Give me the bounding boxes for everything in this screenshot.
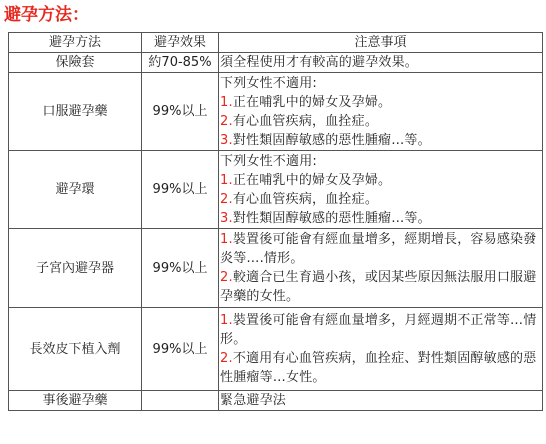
note-number: 1. — [220, 232, 233, 247]
note-line: 3.對性類固醇敏感的惡性腫瘤…等。 — [220, 132, 431, 148]
note-line: 3.對性類固醇敏感的惡性腫瘤…等。 — [220, 210, 431, 226]
note-line: 下列女性不適用: — [220, 75, 317, 91]
method-cell: 口服避孕藥 — [9, 73, 142, 151]
note-number: 2. — [220, 270, 233, 285]
table-row — [9, 229, 543, 308]
header-notes: 注意事項 — [219, 33, 543, 53]
header-method: 避孕方法 — [9, 33, 142, 53]
note-line: 1.裝置後可能會有經血量增多，月經週期不正常等…情形。 — [220, 313, 537, 347]
page-title: 避孕方法： — [4, 5, 89, 25]
effect-cell: 99%以上 — [142, 73, 219, 151]
effect-cell: 99%以上 — [142, 229, 219, 308]
table-header-row — [9, 33, 543, 53]
notes-cell — [219, 151, 543, 229]
method-cell: 保險套 — [9, 53, 142, 73]
note-number: 2. — [220, 113, 233, 129]
note-line: 緊急避孕法 — [220, 393, 287, 408]
effect-cell: 約70-85% — [142, 53, 219, 73]
note-line: 須全程使用才有較高的避孕效果。 — [220, 55, 419, 70]
header-effect: 避孕效果 — [142, 33, 219, 53]
note-number: 2. — [220, 191, 233, 207]
table-row — [9, 151, 543, 229]
notes-cell — [219, 73, 543, 151]
note-number: 2. — [220, 351, 233, 366]
note-line: 1.裝置後可能會有經血量增多，經期增長，容易感染發炎等….情形。 — [220, 232, 537, 266]
notes-cell — [219, 229, 543, 308]
note-line: 2.有心血管疾病，血拴症。 — [220, 113, 379, 129]
note-line: 下列女性不適用: — [220, 153, 317, 169]
table-row — [9, 308, 543, 391]
method-cell: 事後避孕藥 — [9, 391, 142, 411]
method-cell: 避孕環 — [9, 151, 142, 229]
note-line: 2.不適用有心血管疾病，血拴症、對性類固醇敏感的惡性腫瘤等…女性。 — [220, 351, 537, 385]
notes-cell — [219, 308, 543, 391]
note-line: 1.正在哺乳中的婦女及孕婦。 — [220, 172, 392, 188]
contraception-table — [8, 32, 543, 411]
table-row — [9, 53, 543, 73]
note-number: 1. — [220, 313, 233, 328]
effect-cell: 99%以上 — [142, 151, 219, 229]
effect-cell: 99%以上 — [142, 308, 219, 391]
note-number: 3. — [220, 210, 233, 226]
note-line: 2.較適合已生育過小孩，或因某些原因無法服用口服避孕藥的女性。 — [220, 270, 537, 304]
notes-cell — [219, 391, 543, 411]
note-number: 1. — [220, 94, 233, 110]
method-cell: 子宮內避孕器 — [9, 229, 142, 308]
note-line: 1.正在哺乳中的婦女及孕婦。 — [220, 94, 392, 110]
notes-cell — [219, 53, 543, 73]
note-number: 1. — [220, 172, 233, 188]
note-number: 3. — [220, 132, 233, 148]
table-row — [9, 73, 543, 151]
note-line: 2.有心血管疾病，血拴症。 — [220, 191, 379, 207]
table-row — [9, 391, 543, 411]
effect-cell — [142, 391, 219, 411]
method-cell: 長效皮下植入劑 — [9, 308, 142, 391]
